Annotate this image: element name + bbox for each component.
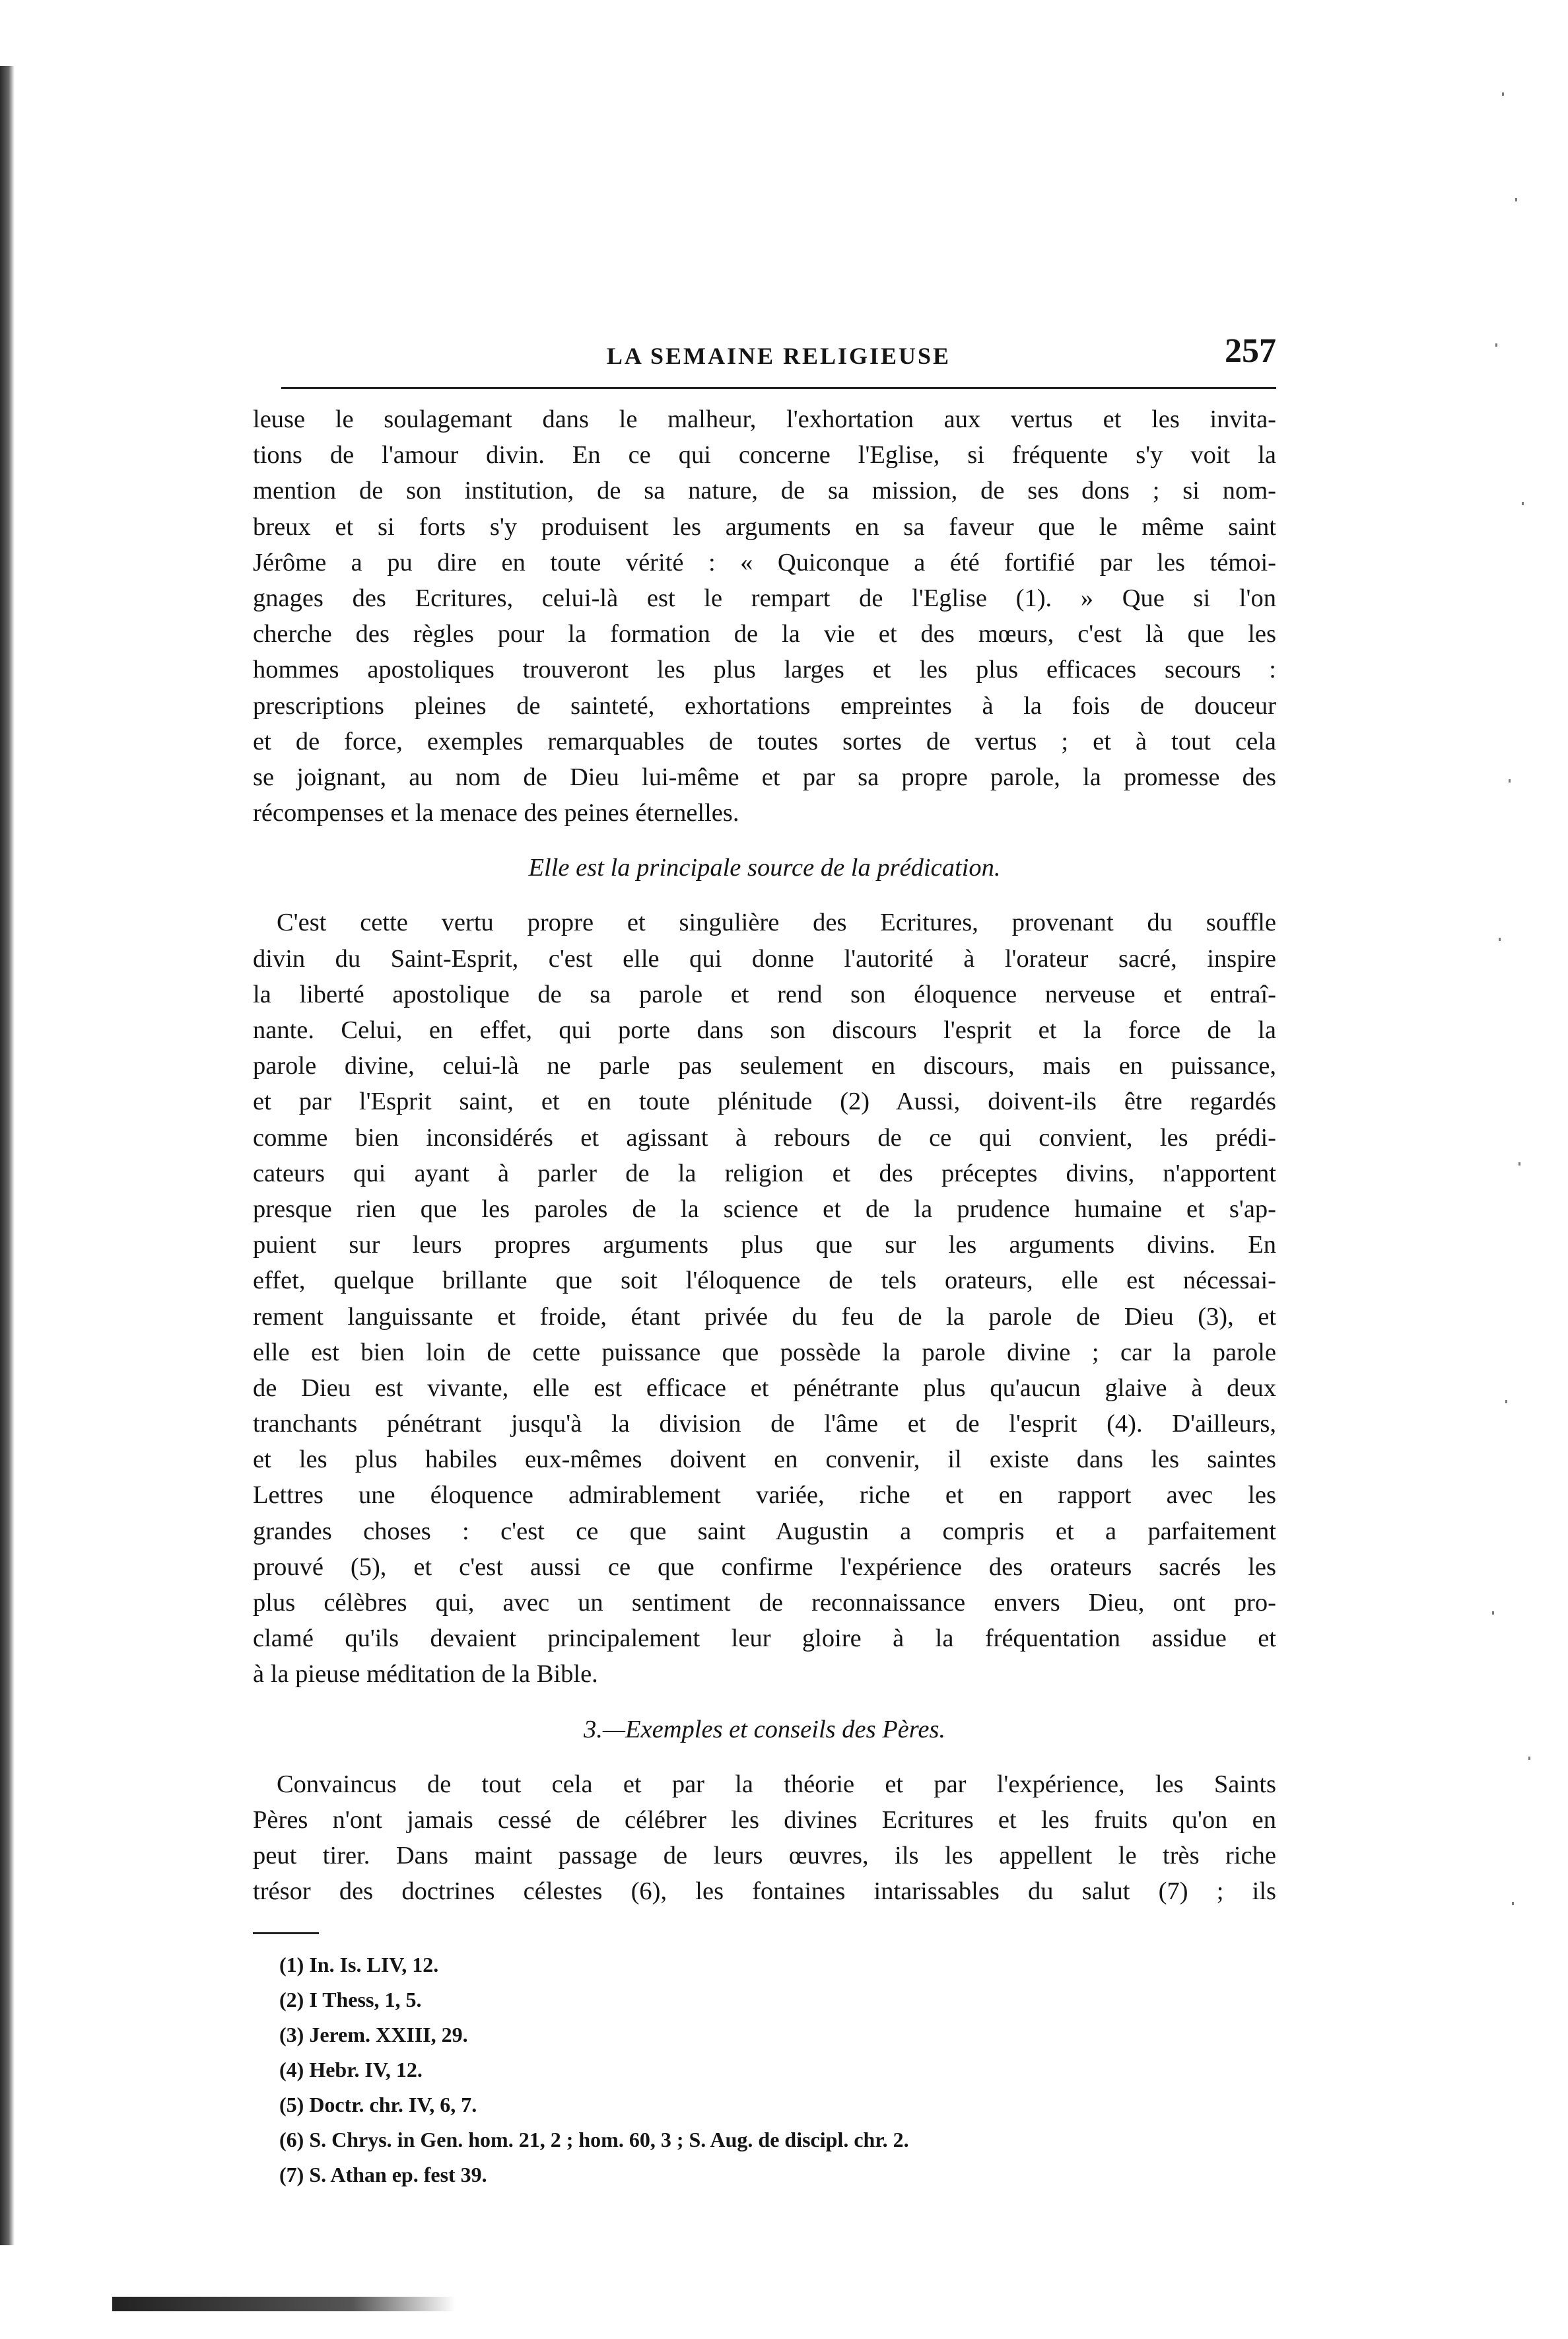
footnote: (7) S. Athan ep. fest 39. [279,2162,487,2186]
text-line: cherche des règles pour la formation de la vie et des mœurs, c'est là que les [253,620,1276,648]
text-line: presque rien que les paroles de la science et de la prudence humaine et s'ap- [253,1195,1276,1223]
footnote: (4) Hebr. IV, 12. [279,2057,423,2081]
text-line: et les plus habiles eux-mêmes doivent en convenir, il existe dans les saintes [253,1446,1276,1474]
text-line: comme bien inconsidérés et agissant à rebours de ce qui convient, les prédi- [253,1123,1276,1152]
footnote: (3) Jerem. XXIII, 29. [279,2022,468,2046]
text-line: hommes apostoliques trouveront les plus larges et les plus efficaces secours : [253,656,1276,684]
text-line: mention de son institution, de sa nature, de sa mission, de ses dons ; si nom- [253,477,1276,505]
text-line: leuse le soulagemant dans le malheur, l'exhortation aux vertus et les invita- [253,405,1276,433]
text-line: prouvé (5), et c'est aussi ce que confirme l'expérience des orateurs sacrés les [253,1553,1276,1581]
paragraph-2 [253,905,1276,1692]
text-line: grandes choses : c'est ce que saint Augustin a compris et a parfaitement [253,1517,1276,1545]
text-line: tions de l'amour divin. En ce qui concerne l'Eglise, si fréquente s'y voit la [253,441,1276,470]
footnote-rule [253,1932,319,1934]
text-line: rement languissante et froide, étant privée du feu de la parole de Dieu (3), et [253,1302,1276,1331]
text-line: cateurs qui ayant à parler de la religion et des préceptes divins, n'apportent [253,1159,1276,1187]
text-line: divin du Saint-Esprit, c'est elle qui donne l'autorité à l'orateur sacré, inspire [253,944,1276,973]
text-line: trésor des doctrines célestes (6), les fontaines intarissables du salut (7) ; ils [253,1877,1276,1906]
footnotes [253,1947,1276,2192]
text-line: prescriptions pleines de sainteté, exhortations empreintes à la fois de douceur [253,691,1276,720]
paragraph-1 [253,401,1276,831]
text-line: breux et si forts s'y produisent les arguments en sa faveur que le même saint [253,512,1276,541]
scan-shadow-bottom [112,2297,456,2311]
text-line: Convaincus de tout cela et par la théorie et par l'expérience, les Saints [277,1770,1276,1798]
text-line: clamé qu'ils devaient principalement leur gloire à la fréquentation assidue et [253,1624,1276,1653]
text-line: Pères n'ont jamais cessé de célébrer les divines Ecritures et les fruits qu'on en [253,1805,1276,1834]
text-line: puient sur leurs propres arguments plus que sur les arguments divins. En [253,1231,1276,1259]
text-line: elle est bien loin de cette puissance que possède la parole divine ; car la parole [253,1338,1276,1366]
page-number: 257 [1225,332,1276,370]
text-line: Lettres une éloquence admirablement variée, riche et en rapport avec les [253,1481,1276,1510]
text-line: à la pieuse méditation de la Bible. [253,1660,598,1689]
scan-noise-specks [1476,0,1555,2339]
footnote: (6) S. Chrys. in Gen. hom. 21, 2 ; hom. 60, 3 ; S. Aug. de discipl. chr. 2. [279,2127,909,2151]
scan-shadow-left [0,66,15,2245]
footnote: (1) In. Is. LIV, 12. [279,1952,439,1976]
text-line: nante. Celui, en effet, qui porte dans son discours l'esprit et la force de la [253,1016,1276,1044]
body-text [253,401,1276,2192]
text-line: récompenses et la menace des peines éternelles. [253,799,739,827]
text-line: se joignant, au nom de Dieu lui-même et par sa propre parole, la promesse des [253,763,1276,791]
text-line: Jérôme a pu dire en toute vérité : « Quiconque a été fortifié par les témoi- [253,548,1276,576]
section-heading: 3.—Exemples et conseils des Pères. [583,1715,946,1743]
running-title: LA SEMAINE RELIGIEUSE [606,343,951,369]
text-line: gnages des Ecritures, celui-là est le rempart de l'Eglise (1). » Que si l'on [253,584,1276,612]
text-line: la liberté apostolique de sa parole et rend son éloquence nerveuse et entraî- [253,980,1276,1008]
section-heading: Elle est la principale source de la prédication. [528,854,1001,882]
text-line: et de force, exemples remarquables de toutes sortes de vertus ; et à tout cela [253,727,1276,755]
paragraph-3 [253,1766,1276,1910]
text-line: C'est cette vertu propre et singulière des Ecritures, provenant du souffle [277,909,1276,937]
footnote: (5) Doctr. chr. IV, 6, 7. [279,2092,477,2116]
text-line: peut tirer. Dans maint passage de leurs œuvres, ils les appellent le très riche [253,1842,1276,1870]
text-line: de Dieu est vivante, elle est efficace et pénétrante plus qu'aucun glaive à deux [253,1374,1276,1402]
header-rule [281,387,1276,389]
text-line: et par l'Esprit saint, et en toute plénitude (2) Aussi, doivent-ils être regardés [253,1088,1276,1116]
text-line: tranchants pénétrant jusqu'à la division de l'âme et de l'esprit (4). D'ailleurs, [253,1410,1276,1438]
footnote: (2) I Thess, 1, 5. [279,1987,422,2011]
text-line: effet, quelque brillante que soit l'éloquence de tels orateurs, elle est nécessai- [253,1267,1276,1295]
text-line: plus célèbres qui, avec un sentiment de reconnaissance envers Dieu, ont pro- [253,1589,1276,1617]
running-header [281,328,1276,388]
text-line: parole divine, celui-là ne parle pas seulement en discours, mais en puissance, [253,1052,1276,1080]
